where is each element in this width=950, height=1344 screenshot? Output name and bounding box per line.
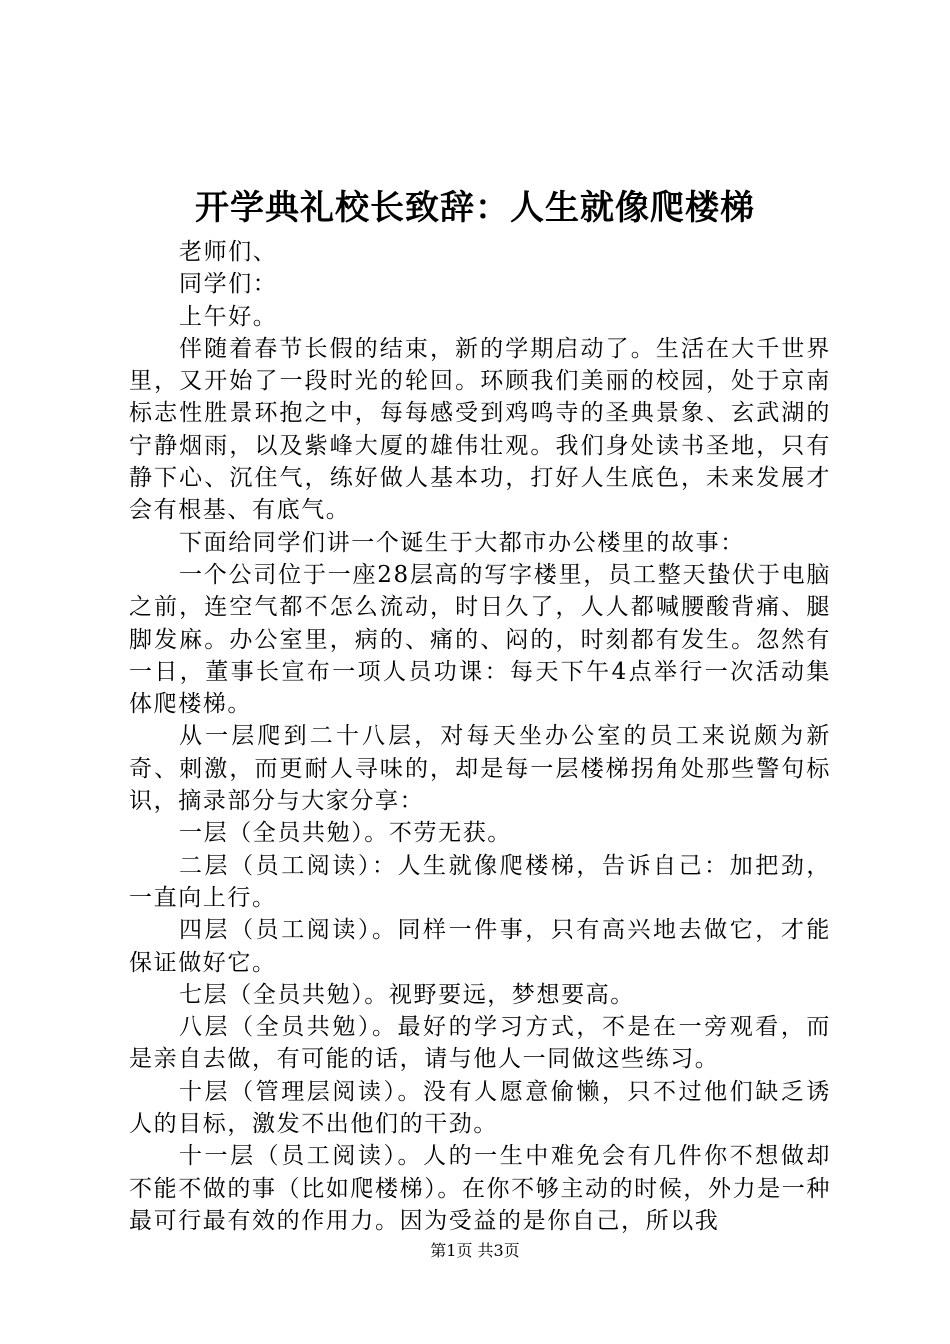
document-title: 开学典礼校长致辞：人生就像爬楼梯: [195, 188, 755, 228]
greeting: 上午好。: [179, 303, 278, 330]
paragraph: 一个公司位于一座28层高的写字楼里，员工整天蛰伏于电脑之前，连空气都不怎么流动，时日久了，人人都喊腰酸背痛、腿脚发麻。办公室里，病的、痛的、闷的，时刻都有发生。忽然有一日，董事长宣布一项人员功课：每天下午4点举行一次活动集体爬楼梯。: [129, 561, 831, 718]
floor-note: 二层（员工阅读）：人生就像爬楼梯，告诉自己：加把劲，一直向上行。: [129, 852, 831, 911]
document-body: [129, 236, 831, 1237]
paragraph: 从一层爬到二十八层，对每天坐办公室的员工来说颇为新奇、刺激，而更耐人寻味的，却是每一层楼梯拐角处那些警句标识，摘录部分与大家分享：: [129, 723, 831, 815]
floor-note: 一层（全员共勉）。不劳无获。: [179, 820, 512, 847]
paragraph: 下面给同学们讲一个诞生于大都市办公楼里的故事：: [179, 529, 745, 556]
salutation-students: 同学们：: [179, 271, 278, 298]
floor-note: 七层（全员共勉）。视野要远，梦想要高。: [179, 981, 635, 1008]
salutation-teachers: 老师们、: [179, 239, 278, 265]
floor-note: 十一层（员工阅读）。人的一生中难免会有几件你不想做却不能不做的事（比如爬楼梯）。在你不够主动的时候，外力是一种最可行最有效的作用力。因为受益的是你自己，所以我: [129, 1143, 831, 1234]
floor-note: 四层（员工阅读）。同样一件事，只有高兴地去做它，才能保证做好它。: [129, 917, 831, 976]
floor-note: 八层（全员共勉）。最好的学习方式，不是在一旁观看，而是亲自去做，有可能的话，请与他人一同做这些练习。: [129, 1014, 831, 1073]
page-number: 第1页 共3页: [430, 1241, 520, 1260]
floor-note: 十层（管理层阅读）。没有人愿意偷懒，只不过他们缺乏诱人的目标，激发不出他们的干劲。: [129, 1078, 831, 1138]
paragraph: 伴随着春节长假的结束，新的学期启动了。生活在大千世界里，又开始了一段时光的轮回。环顾我们美丽的校园，处于京南标志性胜景环抱之中，每每感受到鸡鸣寺的圣典景象、玄武湖的宁静烟雨，以及紫峰大厦的雄伟壮观。我们身处读书圣地，只有静下心、沉住气，练好做人基本功，打好人生底色，未来发展才会有根基、有底气。: [129, 335, 831, 524]
